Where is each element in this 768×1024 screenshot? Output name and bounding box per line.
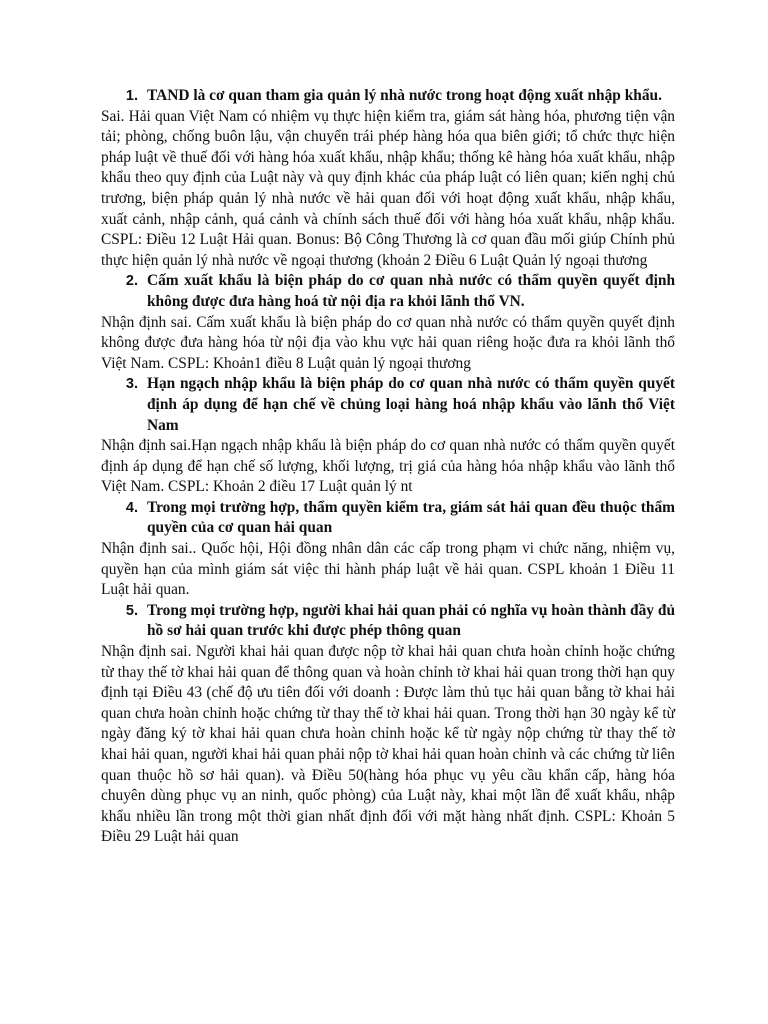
question-number: 5. bbox=[125, 602, 138, 619]
question-text: Trong mọi trường hợp, người khai hải quan phải có nghĩa vụ hoàn thành đầy đủ hồ sơ hải quan trước khi được phép thông quan bbox=[147, 601, 675, 640]
question-number: 4. bbox=[125, 499, 138, 516]
question-number: 3. bbox=[125, 376, 138, 393]
answer-4: Nhận định sai.. Quốc hội, Hội đồng nhân dân các cấp trong phạm vi chức năng, nhiệm vụ, quyền hạn của mình giám sát việc thi hành pháp luật về hải quan. CSPL khoản 1 Điều 11 Luật hải quan. bbox=[101, 540, 675, 599]
question-text: Hạn ngạch nhập khẩu là biện pháp do cơ quan nhà nước có thẩm quyền quyết định áp dụng để hạn chế về chủng loại hàng hoá nhập khẩu vào lãnh thổ Việt Nam bbox=[147, 375, 675, 434]
answer-1: Sai. Hải quan Việt Nam có nhiệm vụ thực hiện kiểm tra, giám sát hàng hóa, phương tiện vận tải; phòng, chống buôn lậu, vận chuyển trái phép hàng hóa qua biên giới; tổ chức thực hiện pháp luật về thuế đối với hàng hóa xuất khẩu, nhập khẩu; thống kê hàng hóa xuất khẩu, nhập khẩu theo quy định của Luật này và quy định khác của pháp luật có liên quan; kiến nghị chủ trương, biện pháp quản lý nhà nước về hải quan đối với hoạt động xuất khẩu, nhập khẩu, xuất cảnh, nhập cảnh, quá cảnh và chính sách thuế đối với hàng hóa xuất khẩu, nhập khẩu. CSPL: Điều 12 Luật Hải quan. Bonus: Bộ Công Thương là cơ quan đầu mối giúp Chính phủ thực hiện quản lý nhà nước về ngoại thương (khoản 2 Điều 6 Luật Quản lý ngoại thương bbox=[101, 107, 675, 269]
question-4 bbox=[101, 498, 675, 539]
document-page bbox=[101, 86, 675, 848]
question-3 bbox=[101, 374, 675, 436]
question-2 bbox=[101, 271, 675, 312]
question-text: TAND là cơ quan tham gia quản lý nhà nước trong hoạt động xuất nhập khẩu. bbox=[147, 87, 662, 104]
question-text: Trong mọi trường hợp, thẩm quyền kiểm tra, giám sát hải quan đều thuộc thẩm quyền của cơ quan hải quan bbox=[147, 498, 675, 537]
question-1 bbox=[101, 86, 675, 107]
question-number: 1. bbox=[125, 88, 138, 104]
question-number: 2. bbox=[125, 273, 138, 290]
question-text: Cấm xuất khẩu là biện pháp do cơ quan nhà nước có thẩm quyền quyết định không được đưa hàng hoá từ nội địa ra khỏi lãnh thổ VN. bbox=[147, 272, 675, 310]
answer-2: Nhận định sai. Cấm xuất khẩu là biện pháp do cơ quan nhà nước có thẩm quyền quyết định không được đưa hàng hóa từ nội địa vào khu vực hải quan riêng hoặc đưa ra khỏi lãnh thổ Việt Nam. CSPL: Khoản1 điều 8 Luật quản lý ngoại thương bbox=[101, 313, 675, 372]
answer-5: Nhận định sai. Người khai hải quan được nộp tờ khai hải quan chưa hoàn chỉnh hoặc chứng từ thay thế tờ khai hải quan để thông quan và hoàn chỉnh tờ khai hải quan trong thời hạn quy định tại Điều 43 (chế độ ưu tiên đối với doanh : Được làm thủ tục hải quan bằng tờ khai hải quan chưa hoàn chỉnh hoặc chứng từ thay thế tờ khai hải quan. Trong thời hạn 30 ngày kể từ ngày đăng ký tờ khai hải quan chưa hoàn chỉnh hoặc kể từ ngày nộp chứng từ thay thế tờ khai hải quan, người khai hải quan phải nộp tờ khai hải quan hoàn chỉnh và các chứng từ liên quan thuộc hồ sơ hải quan). và Điều 50(hàng hóa phục vụ yêu cầu khẩn cấp, hàng hóa chuyên dùng phục vụ an ninh, quốc phòng) của Luật này, khai một lần để xuất khẩu, nhập khẩu nhiều lần trong một thời gian nhất định đối với mặt hàng nhất định. CSPL: Khoản 5 Điều 29 Luật hải quan bbox=[101, 643, 675, 846]
question-5 bbox=[101, 601, 675, 642]
answer-3: Nhận định sai.Hạn ngạch nhập khẩu là biện pháp do cơ quan nhà nước có thẩm quyền quyết định áp dụng để hạn chế số lượng, khối lượng, trị giá của hàng hóa nhập khẩu vào lãnh thổ Việt Nam. CSPL: Khoản 2 điều 17 Luật quản lý nt bbox=[101, 437, 675, 496]
